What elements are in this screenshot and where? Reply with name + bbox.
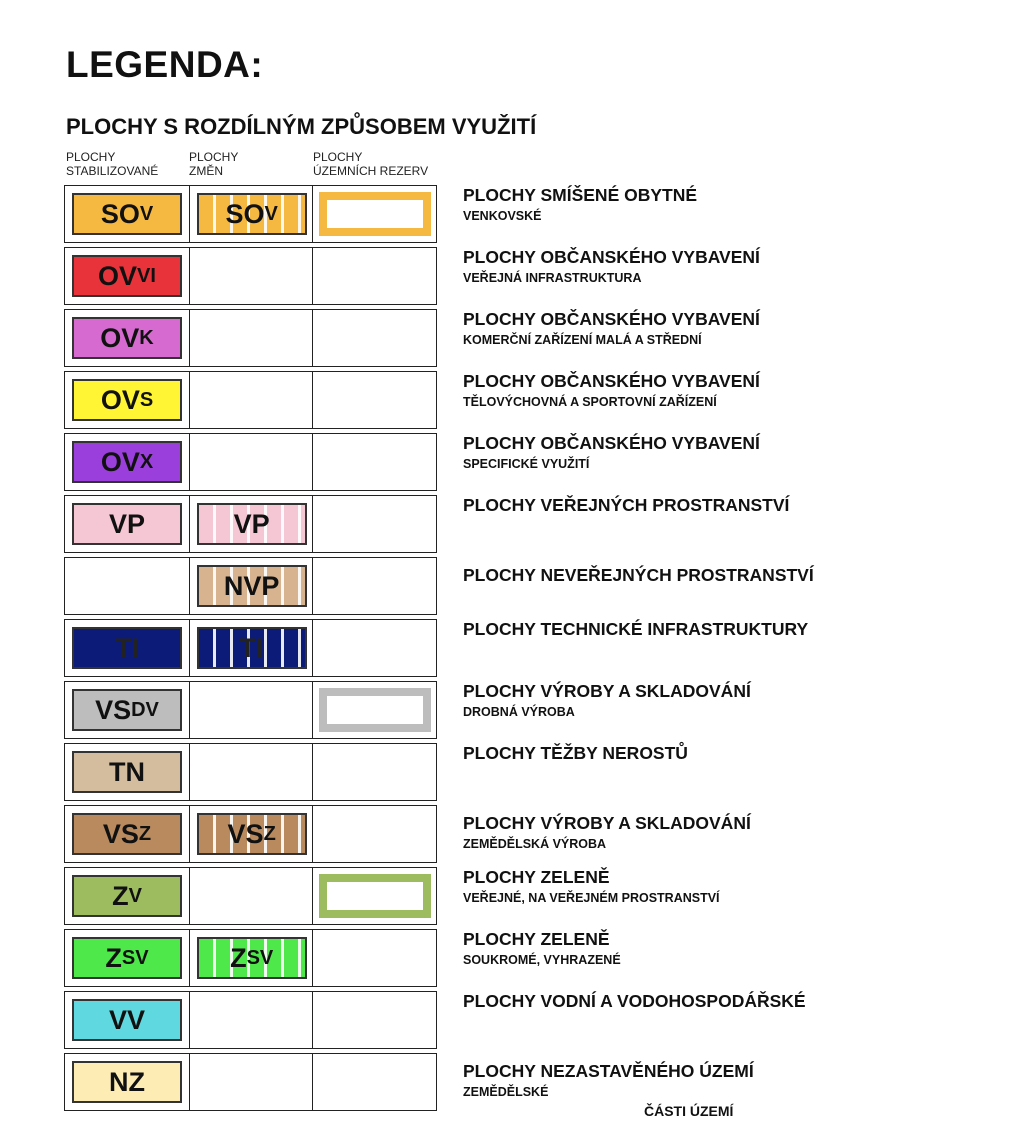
legend-row [0, 371, 1024, 429]
legend-symbol-cells [64, 495, 437, 553]
description-title: PLOCHY VODNÍ A VODOHOSPODÁŘSKÉ [463, 991, 806, 1011]
symbol-code: VP [233, 508, 270, 539]
description-subtitle: SPECIFICKÉ VYUŽITÍ [463, 457, 590, 471]
symbol-subcode: X [139, 450, 154, 473]
cell-reserve [312, 310, 436, 366]
legend-row [0, 1053, 1024, 1119]
cell-stabilized [65, 558, 189, 614]
legend-symbol-cells [64, 743, 437, 801]
legend-description [463, 681, 983, 720]
description-subtitle: DROBNÁ VÝROBA [463, 705, 575, 719]
description-subtitle: ZEMĚDĚLSKÉ [463, 1085, 549, 1099]
cell-stabilized [65, 310, 189, 366]
stabilized-area-symbol [72, 255, 182, 297]
legend-symbol-cells [64, 929, 437, 987]
legend-row [0, 743, 1024, 801]
legend-description [463, 1061, 983, 1100]
legend-description [463, 433, 983, 472]
symbol-code: OV [100, 322, 140, 353]
legend-row [0, 309, 1024, 367]
cell-change [189, 1054, 313, 1110]
column-header-line: PLOCHY [189, 150, 239, 164]
legend-row [0, 185, 1024, 243]
legend-row [0, 805, 1024, 863]
cell-change [189, 806, 313, 862]
legend-row [0, 929, 1024, 987]
stabilized-area-symbol [72, 627, 182, 669]
section-title: PLOCHY S ROZDÍLNÝM ZPŮSOBEM VYUŽITÍ [66, 114, 537, 139]
legend-symbol-cells [64, 557, 437, 615]
cell-change [189, 558, 313, 614]
legend-description [463, 247, 983, 286]
change-area-symbol [197, 565, 307, 607]
cell-stabilized [65, 434, 189, 490]
cell-reserve [312, 620, 436, 676]
description-title: PLOCHY VEŘEJNÝCH PROSTRANSTVÍ [463, 495, 790, 515]
description-subtitle: KOMERČNÍ ZAŘÍZENÍ MALÁ A STŘEDNÍ [463, 333, 702, 347]
description-subtitle: VEŘEJNÁ INFRASTRUKTURA [463, 271, 642, 285]
description-title: PLOCHY NEVEŘEJNÝCH PROSTRANSTVÍ [463, 565, 814, 585]
symbol-code: NVP [223, 570, 280, 601]
legend-row [0, 557, 1024, 615]
change-area-symbol [197, 937, 307, 979]
change-area-symbol [197, 193, 307, 235]
description-title: PLOCHY OBČANSKÉHO VYBAVENÍ [463, 309, 760, 329]
legend-description [463, 565, 983, 586]
symbol-subcode: VI [137, 264, 156, 287]
cell-stabilized [65, 806, 189, 862]
stabilized-area-symbol [72, 317, 182, 359]
cell-stabilized [65, 372, 189, 428]
symbol-code: Z [105, 942, 122, 973]
description-title: PLOCHY ZELENĚ [463, 867, 610, 887]
symbol-code: Z [230, 942, 247, 973]
cell-change [189, 248, 313, 304]
cell-reserve [312, 372, 436, 428]
symbol-subcode: S [139, 388, 154, 411]
legend-symbol-cells [64, 619, 437, 677]
legend-symbol-cells [64, 1053, 437, 1111]
symbol-code: VS [95, 694, 132, 725]
legend-row [0, 247, 1024, 305]
column-header-line: PLOCHY [313, 150, 363, 164]
symbol-subcode: SV [121, 946, 149, 969]
symbol-code: VS [227, 818, 264, 849]
cell-change [189, 620, 313, 676]
description-title: PLOCHY OBČANSKÉHO VYBAVENÍ [463, 371, 760, 391]
cell-stabilized [65, 186, 189, 242]
symbol-code: TN [109, 756, 145, 787]
cell-stabilized [65, 620, 189, 676]
legend-row [0, 991, 1024, 1049]
legend-title: LEGENDA: [66, 44, 264, 85]
reserve-area-symbol [319, 874, 431, 918]
description-subtitle: SOUKROMÉ, VYHRAZENÉ [463, 953, 621, 967]
cell-reserve [312, 992, 436, 1048]
change-area-symbol [197, 627, 307, 669]
legend-description [463, 309, 983, 348]
symbol-code: SO [225, 198, 265, 229]
cell-reserve [312, 682, 436, 738]
cell-change [189, 310, 313, 366]
symbol-subcode: SV [246, 946, 274, 969]
cell-change [189, 992, 313, 1048]
symbol-subcode: V [139, 202, 154, 225]
reserve-area-symbol [319, 688, 431, 732]
symbol-subcode: K [139, 326, 154, 349]
legend-description [463, 743, 983, 764]
cell-reserve [312, 496, 436, 552]
description-subtitle: VEŘEJNÉ, NA VEŘEJNÉM PROSTRANSTVÍ [463, 891, 720, 905]
cell-stabilized [65, 496, 189, 552]
symbol-code: TI [239, 632, 264, 663]
description-title: PLOCHY ZELENĚ [463, 929, 610, 949]
legend-description [463, 867, 983, 906]
legend-description [463, 371, 983, 410]
description-title: PLOCHY SMÍŠENÉ OBYTNÉ [463, 185, 698, 205]
legend-symbol-cells [64, 371, 437, 429]
column-header-line: STABILIZOVANÉ [66, 164, 159, 178]
cell-reserve [312, 248, 436, 304]
cell-change [189, 372, 313, 428]
legend-symbol-cells [64, 433, 437, 491]
description-title: PLOCHY OBČANSKÉHO VYBAVENÍ [463, 433, 760, 453]
legend-description [463, 185, 983, 224]
description-title: PLOCHY VÝROBY A SKLADOVÁNÍ [463, 813, 751, 833]
cell-change [189, 496, 313, 552]
description-title: PLOCHY OBČANSKÉHO VYBAVENÍ [463, 247, 760, 267]
legend-symbol-cells [64, 681, 437, 739]
stabilized-area-symbol [72, 875, 182, 917]
symbol-code: VS [102, 818, 139, 849]
symbol-code: NZ [109, 1066, 145, 1097]
cell-change [189, 434, 313, 490]
stabilized-area-symbol [72, 689, 182, 731]
cell-stabilized [65, 248, 189, 304]
cell-reserve [312, 868, 436, 924]
description-title: PLOCHY TECHNICKÉ INFRASTRUKTURY [463, 619, 809, 639]
description-subtitle: ZEMĚDĚLSKÁ VÝROBA [463, 837, 607, 851]
column-header-line: ZMĚN [189, 164, 223, 178]
reserve-area-symbol [319, 192, 431, 236]
cell-change [189, 744, 313, 800]
legend-row [0, 433, 1024, 491]
cell-stabilized [65, 1054, 189, 1110]
column-header-line: PLOCHY [66, 150, 116, 164]
cell-reserve [312, 434, 436, 490]
cell-reserve [312, 558, 436, 614]
legend-description [463, 619, 983, 640]
symbol-code: TI [115, 632, 139, 663]
description-subtitle: TĚLOVÝCHOVNÁ A SPORTOVNÍ ZAŘÍZENÍ [463, 395, 717, 409]
symbol-subcode: Z [138, 822, 152, 845]
cell-reserve [312, 186, 436, 242]
symbol-subcode: V [128, 884, 142, 907]
cell-change [189, 930, 313, 986]
legend-description [463, 813, 983, 852]
change-area-symbol [197, 813, 307, 855]
legend-symbol-cells [64, 309, 437, 367]
symbol-code: SO [100, 198, 140, 229]
stabilized-area-symbol [72, 751, 182, 793]
symbol-code: OV [100, 384, 140, 415]
cell-stabilized [65, 744, 189, 800]
cutoff-heading: ČÁSTI ÚZEMÍ [644, 1103, 734, 1119]
description-title: PLOCHY TĚŽBY NEROSTŮ [463, 743, 688, 763]
stabilized-area-symbol [72, 999, 182, 1041]
legend-row [0, 681, 1024, 739]
legend-symbol-cells [64, 805, 437, 863]
cell-change [189, 682, 313, 738]
symbol-code: OV [100, 446, 140, 477]
symbol-subcode: Z [263, 822, 276, 845]
symbol-code: OV [98, 260, 138, 291]
cell-reserve [312, 806, 436, 862]
legend-description [463, 495, 983, 516]
legend-symbol-cells [64, 185, 437, 243]
stabilized-area-symbol [72, 379, 182, 421]
cell-stabilized [65, 868, 189, 924]
stabilized-area-symbol [72, 813, 182, 855]
legend-description [463, 929, 983, 968]
symbol-subcode: DV [131, 698, 159, 721]
cell-stabilized [65, 930, 189, 986]
stabilized-area-symbol [72, 441, 182, 483]
column-header-line: ÚZEMNÍCH REZERV [313, 164, 429, 178]
description-title: PLOCHY VÝROBY A SKLADOVÁNÍ [463, 681, 751, 701]
description-title: PLOCHY NEZASTAVĚNÉHO ÚZEMÍ [463, 1061, 754, 1081]
legend-symbol-cells [64, 991, 437, 1049]
cell-stabilized [65, 992, 189, 1048]
cell-reserve [312, 744, 436, 800]
cell-reserve [312, 1054, 436, 1110]
legend-description [463, 991, 983, 1012]
symbol-subcode: V [264, 202, 278, 225]
cell-stabilized [65, 682, 189, 738]
description-subtitle: VENKOVSKÉ [463, 209, 542, 223]
stabilized-area-symbol [72, 937, 182, 979]
legend-row [0, 495, 1024, 553]
change-area-symbol [197, 503, 307, 545]
stabilized-area-symbol [72, 1061, 182, 1103]
symbol-code: Z [112, 880, 129, 911]
stabilized-area-symbol [72, 193, 182, 235]
cell-change [189, 868, 313, 924]
cell-reserve [312, 930, 436, 986]
legend-row [0, 867, 1024, 925]
legend-row [0, 619, 1024, 677]
stabilized-area-symbol [72, 503, 182, 545]
symbol-code: VV [108, 1004, 146, 1035]
legend-symbol-cells [64, 247, 437, 305]
symbol-code: VP [108, 508, 146, 539]
legend-symbol-cells [64, 867, 437, 925]
cell-change [189, 186, 313, 242]
